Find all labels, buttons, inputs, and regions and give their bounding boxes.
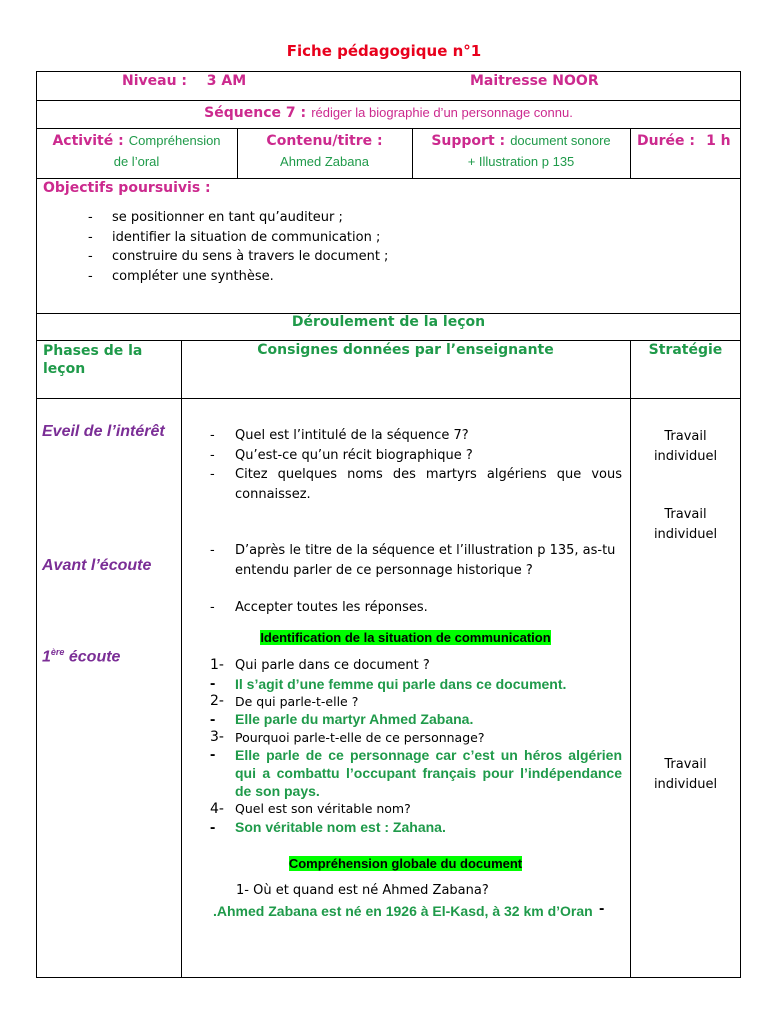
support-value-2: + Illustration p 135 (467, 154, 575, 169)
list-item: - Accepter toutes les réponses. (210, 600, 428, 615)
support-label: Support : (431, 133, 506, 149)
question-3: 3- Pourquoi parle-t-elle de ce personnage? (210, 729, 485, 745)
answer-3: - Elle parle de ce personnage car c’est un héros algérien qui a combattu l’occupant français pour l’indépendance de son pays. (210, 746, 622, 799)
list-item: - Qu’est-ce qu’un récit biographique ? (210, 447, 473, 463)
list-item: - construire du sens à travers le document ; (88, 249, 389, 264)
col-header-strategie: Stratégie (648, 342, 723, 358)
col-divider (181, 340, 182, 978)
phase-premiere-ecoute: 1ère écoute (42, 647, 121, 666)
duree-value: 1 h (706, 133, 731, 149)
niveau-value: 3 AM (206, 73, 247, 89)
qa-block (210, 656, 622, 837)
page-title: Fiche pédagogique n°1 (286, 42, 482, 60)
strategie-1: Travail individuel (653, 429, 718, 464)
contenu-cell (237, 130, 412, 172)
list-item: - compléter une synthèse. (88, 268, 274, 284)
phase-eveil: Eveil de l’intérêt (42, 423, 165, 440)
col-header-consignes: Consignes données par l’enseignante (257, 342, 554, 358)
consignes-block-3 (210, 598, 622, 618)
question-4: 4- Quel est son véritable nom? (210, 801, 411, 817)
sequence-label: Séquence 7 : (204, 105, 307, 121)
support-cell (412, 130, 630, 172)
contenu-value: Ahmed Zabana (280, 154, 369, 169)
duree-label: Durée : (637, 133, 695, 149)
list-item: - Quel est l’intitulé de la séquence 7? (210, 428, 469, 443)
col-header-phases: Phases de la leçon (43, 343, 143, 377)
consignes-block-2 (210, 541, 622, 581)
contenu-label: Contenu/titre : (266, 133, 383, 149)
sequence-cell (36, 102, 741, 121)
activite-label: Activité : (52, 133, 124, 149)
global-answer-1: .Ahmed Zabana est né en 1926 à El-Kasd, à 32 km d’Oran (213, 903, 593, 919)
question-1: 1- Qui parle dans ce document ? (210, 657, 430, 673)
section-heading-identification: Identification de la situation de communication (260, 630, 551, 645)
row-divider (36, 340, 741, 341)
list-item: - Citez quelques noms des martyrs algériens que vous connaissez. (210, 467, 622, 502)
col-divider (630, 128, 631, 178)
niveau-label: Niveau : (122, 73, 188, 89)
row-divider (36, 178, 741, 179)
deroulement-heading: Déroulement de la leçon (291, 314, 486, 330)
objectifs-heading: Objectifs poursuivis : (43, 180, 211, 196)
niveau-cell (122, 73, 246, 89)
objectifs-list (88, 208, 388, 286)
consignes-block-1 (210, 426, 622, 504)
global-question-1: 1- Où et quand est né Ahmed Zabana? (236, 883, 489, 898)
list-item: - D’après le titre de la séquence et l’illustration p 135, as-tu entendu parler de ce personnage historique ? (210, 543, 616, 578)
question-2: 2- De qui parle-t-elle ? (210, 693, 359, 709)
support-value-1: document sonore (510, 133, 611, 148)
trailing-dash: - (599, 902, 605, 917)
strategie-3: Travail individuel (653, 757, 718, 792)
answer-1: - Il s’agit d’une femme qui parle dans ce document. (210, 675, 567, 692)
section-heading-comprehension: Compréhension globale du document (288, 856, 523, 871)
row-divider (36, 128, 741, 129)
strategie-2: Travail individuel (653, 507, 718, 542)
activite-value-2: de l’oral (113, 154, 160, 169)
activite-cell (36, 130, 237, 172)
sequence-value: rédiger la biographie d’un personnage connu. (311, 105, 573, 120)
duree-cell (637, 130, 731, 151)
activite-value-1: Compréhension (128, 133, 221, 148)
phase-avant-ecoute: Avant l’écoute (42, 557, 152, 574)
answer-4: - Son véritable nom est : Zahana. (210, 819, 446, 836)
answer-2: - Elle parle du martyr Ahmed Zabana. (210, 711, 474, 728)
row-divider (36, 100, 741, 101)
teacher-name: Maitresse NOOR (470, 73, 599, 89)
list-item: - identifier la situation de communication ; (88, 229, 381, 245)
row-divider (36, 398, 741, 399)
list-item: - se positionner en tant qu’auditeur ; (88, 210, 343, 225)
